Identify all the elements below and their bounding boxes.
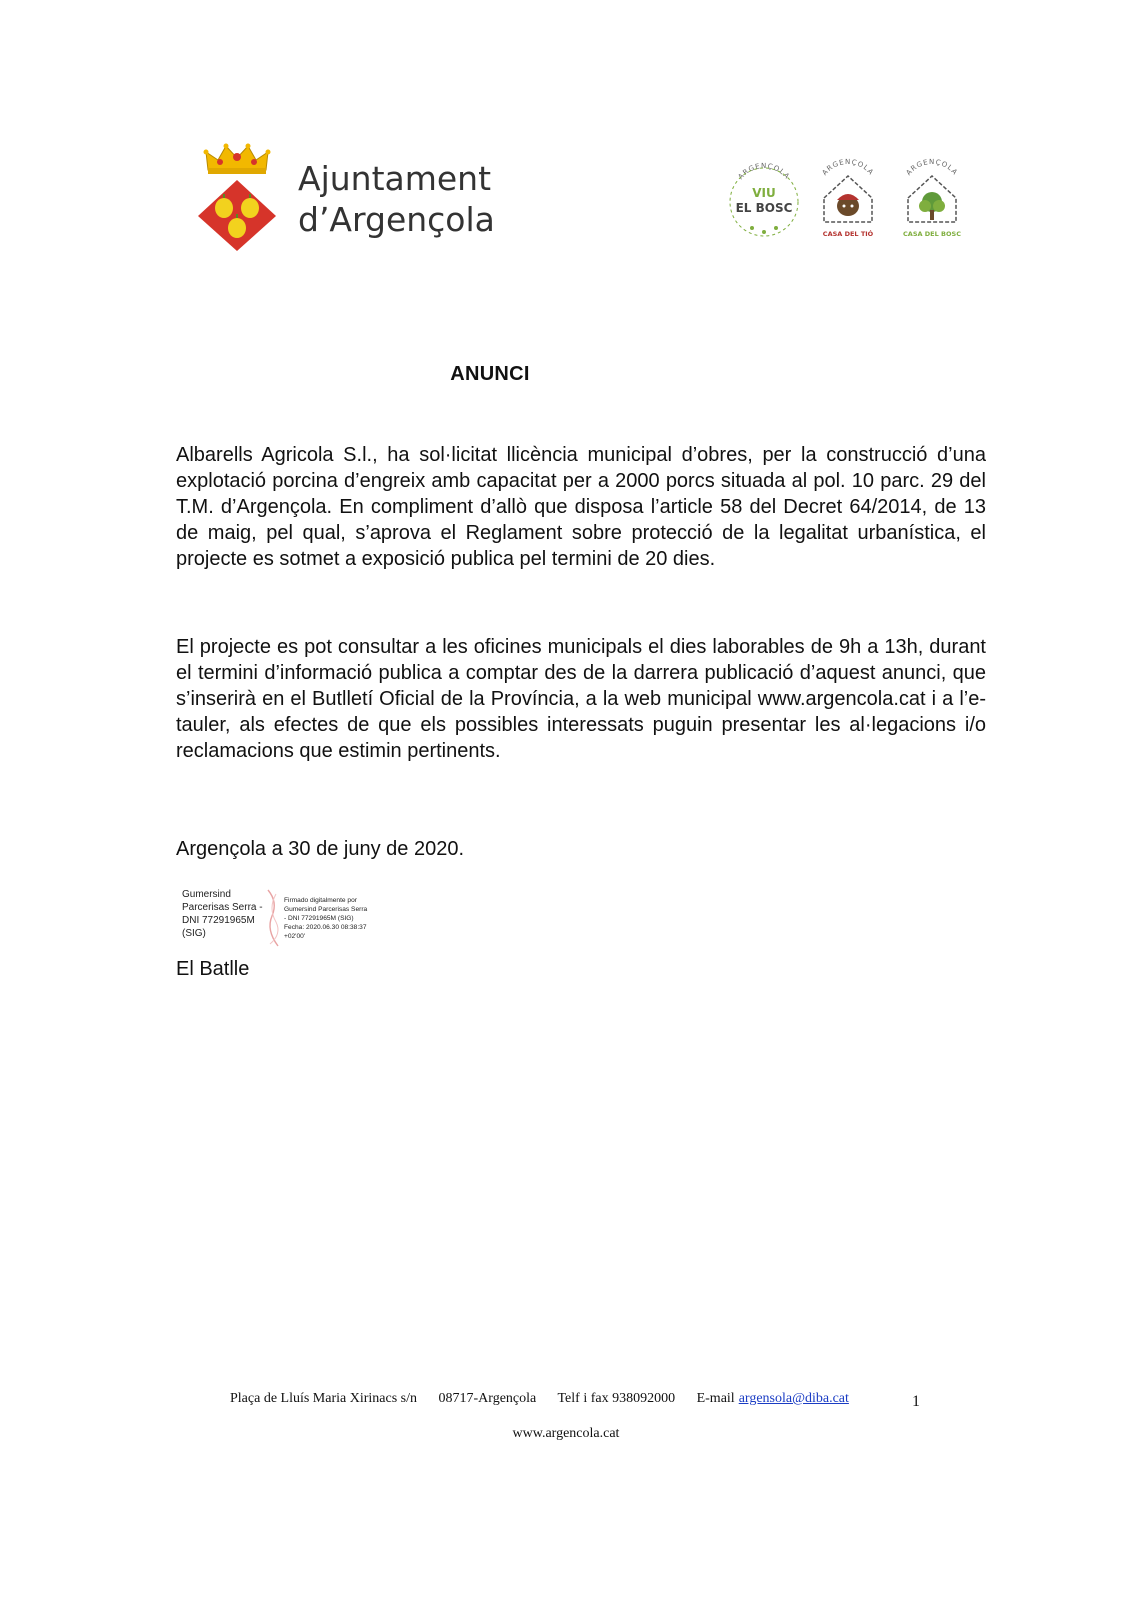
signature-detail-line: - DNI 77291965M (SIG)	[284, 915, 354, 922]
badge-line1: VIU	[752, 186, 776, 200]
badge-arc-text: ARGENÇOLA	[736, 161, 792, 181]
municipal-crest-logo	[196, 140, 278, 252]
badge-arc-text: ARGENÇOLA	[904, 157, 960, 177]
footer-email-label: E-mail	[696, 1391, 735, 1406]
signature-name-line: DNI 77291965M	[182, 915, 255, 926]
document-title: ANUNCI	[450, 363, 530, 385]
viu-el-bosc-icon	[726, 156, 802, 242]
municipality-name-line1: Ajuntament	[298, 159, 492, 198]
signature-detail-line: Firmado digitalmente por	[284, 897, 357, 904]
signature-name	[182, 888, 272, 940]
municipality-name-line2: d’Argençola	[298, 200, 495, 239]
footer-email-link[interactable]: argensola@diba.cat	[738, 1391, 849, 1406]
signature-name-line: Parcerisas Serra -	[182, 902, 263, 913]
svg-text:ARGENÇOLA	[737, 162, 792, 181]
badge-line2: EL BOSC	[735, 201, 793, 215]
municipality-name	[298, 158, 495, 240]
svg-text:ARGENÇOLA	[905, 158, 960, 177]
page-number: 1	[912, 1393, 920, 1410]
signature-details	[284, 896, 394, 941]
crest-icon	[196, 140, 278, 252]
casa-del-tio-icon	[810, 156, 886, 242]
signature-detail-line: Fecha: 2020.06.30 08:38:37	[284, 924, 367, 931]
svg-text:ARGENÇOLA	[821, 158, 876, 177]
announcement-paragraph-2: El projecte es pot consultar a les oficines municipals el dies laborables de 9h a 13h, durant el termini d’informació publica a comptar des de la darrera publicació d’aquest anunci, que s’inserirà en el Butlletí Oficial de la Província, a la web municipal www.argencola.cat i a l’e-tauler, als efectes de que els possibles interessats puguin presentar les al·legacions i/o reclamacions que estimin pertinents.	[176, 636, 986, 762]
signature-detail-line: +02'00'	[284, 933, 306, 940]
signature-name-line: Gumersind	[182, 889, 231, 900]
announcement-paragraph-1: Albarells Agricola S.l., ha sol·licitat llicència municipal d’obres, per la construcció d’una explotació porcina d’engreix amb capacitat per a 2000 porcs situada al pol. 10 parc. 29 del T.M. d’Argençola. En compliment d’allò que disposa l’article 58 del Decret 64/2014, de 13 de maig, pel qual, s’aprova el Reglament sobre protecció de la legalitat urbanística, el projecte es sotmet a exposició publica pel termini de 20 dies.	[176, 444, 986, 570]
badge-arc-text: ARGENÇOLA	[820, 157, 876, 177]
footer-postal: 08717-Argençola	[438, 1391, 537, 1406]
footer-address: Plaça de Lluís Maria Xirinacs s/n	[230, 1391, 418, 1406]
casa-del-tio-badge	[810, 156, 886, 242]
badge-sub-text: CASA DEL BOSC	[903, 230, 961, 238]
date-place-line: Argençola a 30 de juny de 2020.	[176, 838, 464, 860]
signature-detail-line: Gumersind Parcerisas Serra	[284, 906, 368, 913]
casa-del-bosc-badge	[894, 156, 970, 242]
viu-el-bosc-badge	[726, 156, 802, 242]
footer-contact-line	[230, 1391, 849, 1407]
badge-sub-text: CASA DEL TIÓ	[822, 230, 874, 238]
digital-signature-block	[182, 888, 392, 950]
signer-title: El Batlle	[176, 958, 250, 980]
signature-name-line: (SIG)	[182, 928, 206, 939]
signature-mark-icon	[264, 888, 284, 948]
footer-website: www.argencola.cat	[512, 1426, 620, 1441]
footer-phone: Telf i fax 938092000	[557, 1391, 676, 1406]
casa-del-bosc-icon	[894, 156, 970, 242]
